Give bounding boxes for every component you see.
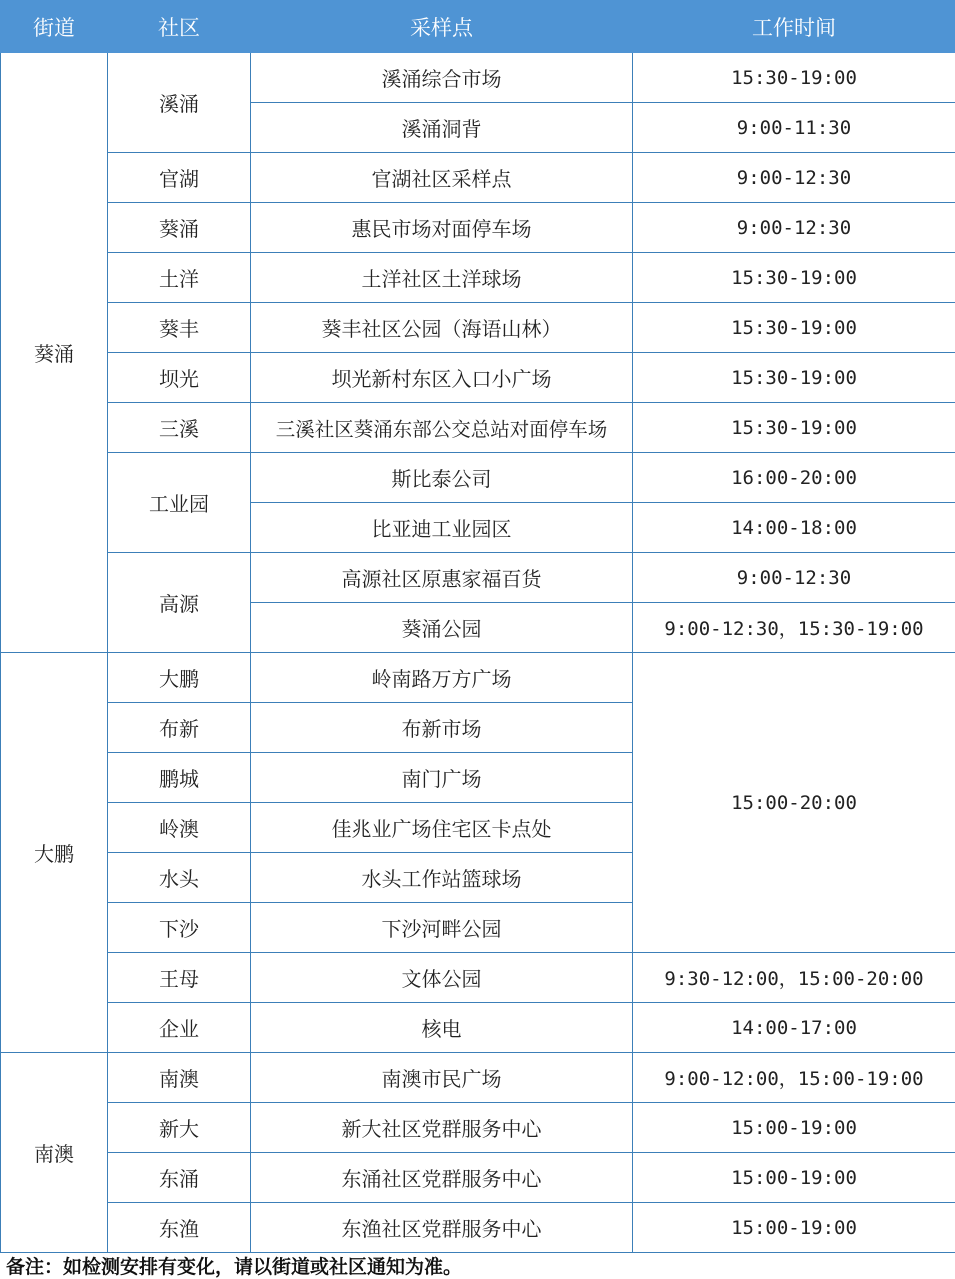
community-cell: 水头: [108, 853, 251, 903]
table-row: [1, 553, 955, 603]
table-row: [1, 353, 955, 403]
time-cell: 15:00-19:00: [633, 1103, 955, 1153]
table-row: [1, 1103, 955, 1153]
site-cell: 布新市场: [251, 703, 633, 753]
time-cell: 9:00-12:30，15:30-19:00: [633, 603, 955, 653]
time-cell: 15:00-19:00: [633, 1203, 955, 1253]
time-cell: 9:00-12:00，15:00-19:00: [633, 1053, 955, 1103]
site-cell: 文体公园: [251, 953, 633, 1003]
time-cell: 15:00-19:00: [633, 1153, 955, 1203]
time-cell: 9:30-12:00，15:00-20:00: [633, 953, 955, 1003]
site-cell: 惠民市场对面停车场: [251, 203, 633, 253]
community-cell: 鹏城: [108, 753, 251, 803]
community-cell: 葵涌: [108, 203, 251, 253]
site-cell: 坝光新村东区入口小广场: [251, 353, 633, 403]
street-cell: 南澳: [1, 1053, 108, 1253]
community-cell: 东渔: [108, 1203, 251, 1253]
street-cell: 大鹏: [1, 653, 108, 1053]
table-row: [1, 1153, 955, 1203]
header-site: 采样点: [251, 1, 633, 53]
community-cell: 官湖: [108, 153, 251, 203]
table-row: [1, 303, 955, 353]
table-row: [1, 403, 955, 453]
community-cell: 高源: [108, 553, 251, 653]
site-cell: 核电: [251, 1003, 633, 1053]
time-cell: 9:00-12:30: [633, 153, 955, 203]
community-cell: 坝光: [108, 353, 251, 403]
site-cell: 新大社区党群服务中心: [251, 1103, 633, 1153]
site-cell: 官湖社区采样点: [251, 153, 633, 203]
community-cell: 布新: [108, 703, 251, 753]
community-cell: 下沙: [108, 903, 251, 953]
community-cell: 溪涌: [108, 53, 251, 153]
community-cell: 三溪: [108, 403, 251, 453]
site-cell: 南澳市民广场: [251, 1053, 633, 1103]
table-row: [1, 1053, 955, 1103]
community-cell: 企业: [108, 1003, 251, 1053]
table-row: [1, 153, 955, 203]
time-cell: 15:30-19:00: [633, 303, 955, 353]
time-cell: 14:00-17:00: [633, 1003, 955, 1053]
header-time: 工作时间: [633, 1, 955, 53]
site-cell: 岭南路万方广场: [251, 653, 633, 703]
site-cell: 佳兆业广场住宅区卡点处: [251, 803, 633, 853]
site-cell: 葵丰社区公园（海语山林）: [251, 303, 633, 353]
site-cell: 土洋社区土洋球场: [251, 253, 633, 303]
time-cell: 15:30-19:00: [633, 53, 955, 103]
table-row: [1, 53, 955, 103]
table-row: [1, 1203, 955, 1253]
community-cell: 王母: [108, 953, 251, 1003]
site-cell: 三溪社区葵涌东部公交总站对面停车场: [251, 403, 633, 453]
time-cell: 15:30-19:00: [633, 353, 955, 403]
footnote: 备注：如检测安排有变化，请以街道或社区通知为准。: [6, 1256, 463, 1278]
time-cell: 9:00-11:30: [633, 103, 955, 153]
community-cell: 岭澳: [108, 803, 251, 853]
time-cell: 15:30-19:00: [633, 403, 955, 453]
table-row: [1, 253, 955, 303]
time-cell: 15:30-19:00: [633, 253, 955, 303]
site-cell: 水头工作站篮球场: [251, 853, 633, 903]
time-cell: 9:00-12:30: [633, 553, 955, 603]
community-cell: 葵丰: [108, 303, 251, 353]
community-cell: 工业园: [108, 453, 251, 553]
header-street: 街道: [1, 1, 108, 53]
site-cell: 葵涌公园: [251, 603, 633, 653]
site-cell: 比亚迪工业园区: [251, 503, 633, 553]
table-row: [1, 203, 955, 253]
community-cell: 土洋: [108, 253, 251, 303]
time-cell: 16:00-20:00: [633, 453, 955, 503]
site-cell: 高源社区原惠家福百货: [251, 553, 633, 603]
community-cell: 大鹏: [108, 653, 251, 703]
site-cell: 东渔社区党群服务中心: [251, 1203, 633, 1253]
table-row: [1, 1003, 955, 1053]
site-cell: 南门广场: [251, 753, 633, 803]
header-community: 社区: [108, 1, 251, 53]
table-header-row: [1, 1, 955, 53]
site-cell: 溪涌洞背: [251, 103, 633, 153]
site-cell: 斯比泰公司: [251, 453, 633, 503]
table-row: [1, 453, 955, 503]
time-cell: 14:00-18:00: [633, 503, 955, 553]
table-row: [1, 653, 955, 703]
site-cell: 下沙河畔公园: [251, 903, 633, 953]
street-cell: 葵涌: [1, 53, 108, 653]
community-cell: 南澳: [108, 1053, 251, 1103]
table-row: [1, 953, 955, 1003]
time-cell-shared: 15:00-20:00: [633, 653, 955, 953]
time-cell: 9:00-12:30: [633, 203, 955, 253]
site-cell: 溪涌综合市场: [251, 53, 633, 103]
site-cell: 东涌社区党群服务中心: [251, 1153, 633, 1203]
community-cell: 新大: [108, 1103, 251, 1153]
community-cell: 东涌: [108, 1153, 251, 1203]
